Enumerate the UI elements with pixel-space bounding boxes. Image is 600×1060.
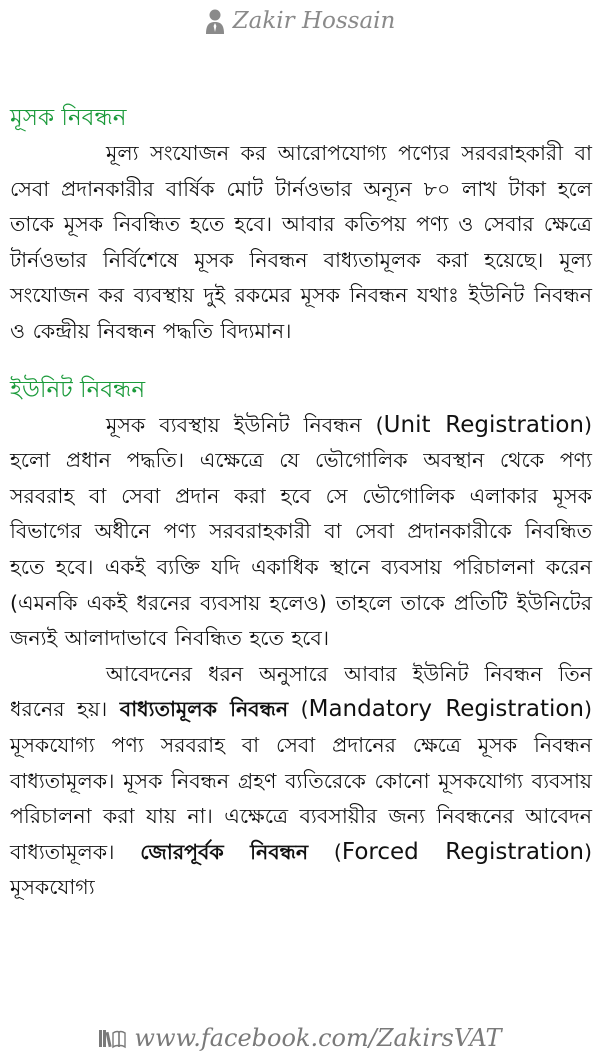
paragraph-vat-registration bbox=[10, 136, 592, 350]
paragraph-text: ( bbox=[288, 697, 309, 722]
person-icon bbox=[205, 8, 225, 34]
latin-term: Mandatory Registration bbox=[308, 696, 585, 723]
paragraph-text: ( bbox=[308, 839, 342, 864]
section-heading-unit-registration: ইউনিট নিবন্ধন bbox=[10, 376, 146, 403]
page-footer bbox=[0, 1018, 600, 1058]
paragraph-text: মূসক ব্যবস্থায় ইউনিট নিবন্ধন ( bbox=[106, 412, 384, 437]
paragraph-text: ) হলো প্রধান পদ্ধতি। এক্ষেত্রে যে ভৌগোলিক অবস্থান থেকে পণ্য সরবরাহ বা সেবা প্রদান করা হবে সে ভৌগোলিক এলাকার মূসক বিভাগের অধীনে পণ্য সরবরাহকারী বা সেবা প্রদানকারীকে নিবন্ধিত হতে হবে। একই ব্যক্তি যদি একাধিক স্থানে ব্যবসায় পরিচালনা করেন (এমনকি একই ধরনের ব্যবসায় হলেও) তাহলে তাকে প্রতিটি ইউনিটের জন্যই আলাদাভাবে নিবন্ধিত হতে হবে। bbox=[10, 412, 593, 651]
document-body bbox=[10, 100, 592, 906]
paragraph-text: আবেদনের ধরন অনুসারে আবার ইউনিট নিবন্ধন তিন ধরনের হয়। bbox=[10, 661, 592, 722]
books-icon bbox=[98, 1027, 126, 1049]
paragraph-text: ) মূসকযোগ্য bbox=[10, 839, 592, 900]
paragraph-text: ) মূসকযোগ্য পণ্য সরবরাহ বা সেবা প্রদানের ক্ষেত্রে মূসক নিবন্ধন বাধ্যতামূলক। মূসক নিবন্ধন গ্রহণ ব্যতিরেকে কোনো মূসকযোগ্য ব্যবসায় পরিচালনা করা যায় না। এক্ষেত্রে ব্যবসায়ীর জন্য নিবন্ধনের আবেদন বাধ্যতামূলক। bbox=[10, 697, 593, 864]
paragraph-registration-types bbox=[10, 657, 592, 906]
bold-term: বাধ্যতামূলক নিবন্ধন bbox=[119, 697, 289, 722]
latin-term: Unit Registration bbox=[383, 411, 585, 438]
section-heading-vat-registration: মূসক নিবন্ধন bbox=[10, 105, 127, 131]
paragraph-text: মূল্য সংযোজন কর আরোপযোগ্য পণ্যের সরবরাহকারী বা সেবা প্রদানকারীর বার্ষিক মোট টার্নওভার অন্যূন ৮০ লাখ টাকা হলে তাকে মূসক নিবন্ধিত হতে হবে। আবার কতিপয় পণ্য ও সেবার ক্ষেত্রে টার্নওভার নির্বিশেষে মূসক নিবন্ধন বাধ্যতামূলক করা হয়েছে। মূল্য সংযোজন কর ব্যবস্থায় দুই রকমের মূসক নিবন্ধন যথাঃ ইউনিট নিবন্ধন ও কেন্দ্রীয় নিবন্ধন পদ্ধতি বিদ্যমান। bbox=[10, 141, 592, 343]
author-name: Zakir Hossain bbox=[232, 8, 396, 34]
footer-link[interactable]: www.facebook.com/ZakirsVAT bbox=[134, 1024, 502, 1052]
latin-term: Forced Registration bbox=[341, 838, 584, 865]
page-header bbox=[0, 4, 600, 38]
paragraph-unit-registration bbox=[10, 408, 592, 657]
bold-term: জোরপূর্বক নিবন্ধন bbox=[140, 839, 309, 864]
